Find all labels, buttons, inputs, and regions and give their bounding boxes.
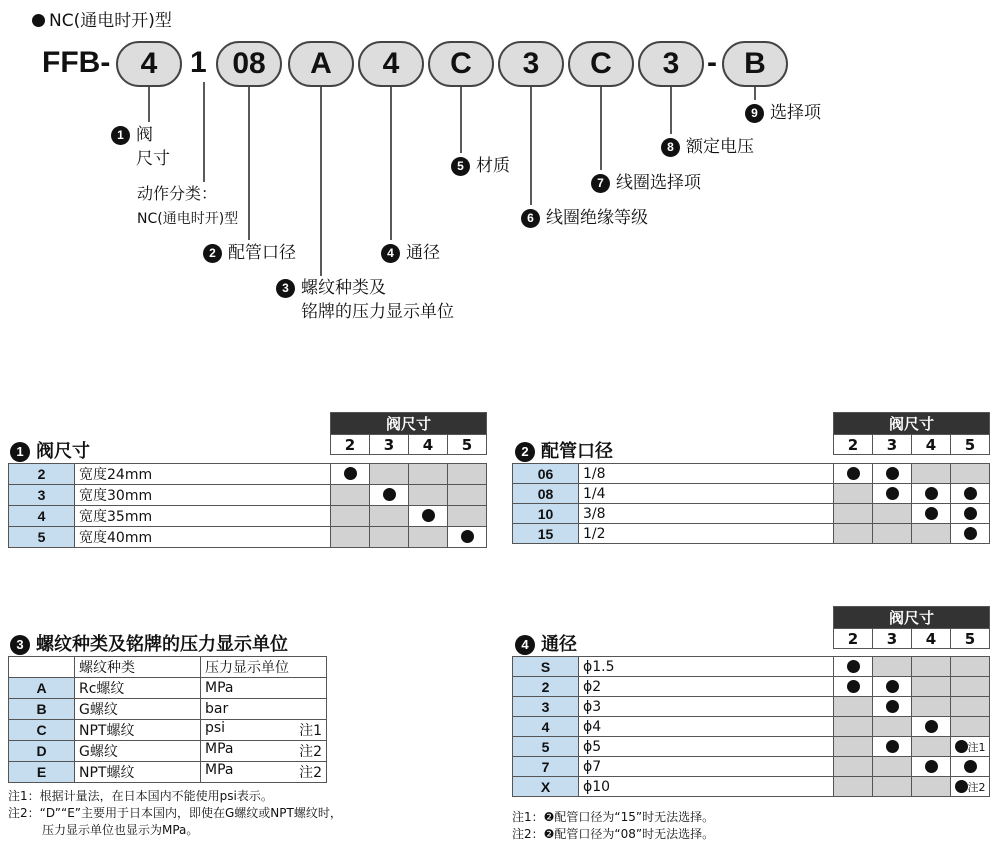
number-1-icon: 1 (111, 126, 130, 145)
unavailable-cell (370, 527, 409, 548)
unavailable-cell (873, 717, 912, 737)
available-cell (448, 527, 487, 548)
table-row (513, 484, 990, 504)
unavailable-cell (951, 677, 990, 697)
number-9-icon: 9 (745, 104, 764, 123)
row-code: 06 (513, 464, 579, 484)
available-dot-icon (964, 760, 977, 773)
label-action-type: 动作分类： NC(通电时开)型 (137, 184, 239, 227)
segment-1: 4 (116, 41, 182, 87)
table-row (513, 524, 990, 544)
table-row (513, 677, 990, 697)
note-1: 注1：根据计量法，在日本国内不能使用psi表示。 (8, 789, 273, 803)
label-material: 5 材质 (451, 154, 510, 178)
row-desc: ϕ4 (579, 717, 834, 737)
number-2-icon: 2 (203, 244, 222, 263)
row-code: 4 (9, 506, 75, 527)
header-thread: 螺纹种类 (75, 657, 201, 678)
table-row (9, 464, 487, 485)
available-cell (951, 777, 990, 797)
available-dot-icon (847, 660, 860, 673)
unavailable-cell (873, 757, 912, 777)
available-dot-icon (847, 680, 860, 693)
unavailable-cell (834, 697, 873, 717)
segment-7: 3 (498, 41, 564, 87)
unit-value: MPa (205, 762, 234, 778)
segment-2: 1 (190, 46, 207, 79)
row-code: S (513, 657, 579, 677)
table-row (513, 657, 990, 677)
available-dot-icon (964, 527, 977, 540)
available-cell (912, 757, 951, 777)
row-code: 4 (513, 717, 579, 737)
orifice-table (512, 656, 990, 797)
available-cell (951, 757, 990, 777)
row-thread: NPT螺纹 (75, 762, 201, 783)
number-2-icon: 2 (515, 442, 535, 462)
number-3-icon: 3 (10, 635, 30, 655)
row-thread: Rc螺纹 (75, 678, 201, 699)
table-row (9, 678, 327, 699)
table-row (513, 757, 990, 777)
table4-notes (512, 809, 714, 843)
table3-title: 3 螺纹种类及铭牌的压力显示单位 (10, 630, 288, 656)
col-header: 2 (331, 435, 370, 455)
row-desc: ϕ5 (579, 737, 834, 757)
row-thread: G螺纹 (75, 699, 201, 720)
segment-4: A (288, 41, 354, 87)
unit-note: 注2 (299, 744, 322, 760)
unavailable-cell (951, 657, 990, 677)
label-coil-option: 7 线圈选择项 (591, 171, 701, 195)
row-code: 3 (513, 697, 579, 717)
table-row (513, 697, 990, 717)
table-row (513, 777, 990, 797)
row-unit (201, 699, 327, 720)
unavailable-cell (912, 737, 951, 757)
number-7-icon: 7 (591, 174, 610, 193)
table-row (513, 464, 990, 484)
table-row (513, 717, 990, 737)
available-cell (409, 506, 448, 527)
table-row (9, 762, 327, 783)
unavailable-cell (448, 506, 487, 527)
unit-value: MPa (205, 741, 234, 757)
col-header: 4 (409, 435, 448, 455)
available-cell (834, 657, 873, 677)
unavailable-cell (912, 464, 951, 484)
unavailable-cell (873, 657, 912, 677)
col-header: 5 (951, 629, 990, 649)
available-cell (834, 677, 873, 697)
unavailable-cell (331, 485, 370, 506)
table-header-row (9, 657, 327, 678)
available-cell (912, 484, 951, 504)
segment-8: C (568, 41, 634, 87)
header-text: NC(通电时开)型 (49, 11, 172, 31)
available-cell (370, 485, 409, 506)
available-cell (912, 504, 951, 524)
available-cell (873, 737, 912, 757)
group-header: 阀尺寸 (834, 413, 990, 435)
unit-value: psi (205, 720, 226, 736)
row-desc: 宽度30mm (75, 485, 331, 506)
row-desc: ϕ10 (579, 777, 834, 797)
note-2-cont: 压力显示单位也显示为MPa。 (42, 823, 199, 837)
unavailable-cell (834, 737, 873, 757)
row-thread: NPT螺纹 (75, 720, 201, 741)
table-row (513, 504, 990, 524)
available-cell (834, 464, 873, 484)
available-dot-icon (422, 509, 435, 522)
available-dot-icon (925, 487, 938, 500)
unavailable-cell (409, 485, 448, 506)
label-coil-insulation: 6 线圈绝缘等级 (521, 206, 648, 230)
row-desc: 3/8 (579, 504, 834, 524)
unavailable-cell (409, 527, 448, 548)
available-dot-icon (847, 467, 860, 480)
unavailable-cell (912, 777, 951, 797)
row-code: 7 (513, 757, 579, 777)
group-header: 阀尺寸 (834, 607, 990, 629)
row-code: 5 (513, 737, 579, 757)
available-dot-icon (886, 487, 899, 500)
unavailable-cell (834, 777, 873, 797)
group-header: 阀尺寸 (331, 413, 487, 435)
unavailable-cell (448, 464, 487, 485)
available-dot-icon (886, 740, 899, 753)
col-header: 4 (912, 629, 951, 649)
available-dot-icon (886, 467, 899, 480)
table4-title: 4 通径 (515, 630, 577, 656)
row-desc: 宽度24mm (75, 464, 331, 485)
table-row (9, 699, 327, 720)
col-header: 3 (873, 629, 912, 649)
col-header: 3 (873, 435, 912, 455)
valve-size-table (8, 463, 487, 548)
note-2: 注2：“D”“E”主要用于日本国内，即使在G螺纹或NPT螺纹时， (8, 806, 342, 820)
col-header: 4 (912, 435, 951, 455)
label-orifice: 4 通径 (381, 241, 440, 265)
label-valve-size: 1 阀 尺寸 (111, 123, 170, 171)
unavailable-cell (912, 657, 951, 677)
unavailable-cell (370, 464, 409, 485)
row-thread: G螺纹 (75, 741, 201, 762)
col-header: 3 (370, 435, 409, 455)
note-2: 注2：❷配管口径为“08”时无法选择。 (512, 827, 715, 841)
available-dot-icon (955, 780, 968, 793)
row-code: 3 (9, 485, 75, 506)
available-cell (951, 504, 990, 524)
row-code: 10 (513, 504, 579, 524)
available-cell (873, 697, 912, 717)
table3-notes (8, 788, 342, 839)
note-1: 注1：❷配管口径为“15”时无法选择。 (512, 810, 715, 824)
row-unit (201, 720, 327, 741)
unavailable-cell (912, 677, 951, 697)
row-code: C (9, 720, 75, 741)
available-cell (873, 484, 912, 504)
unavailable-cell (331, 527, 370, 548)
row-code: D (9, 741, 75, 762)
available-cell (331, 464, 370, 485)
available-cell (873, 464, 912, 484)
unavailable-cell (951, 697, 990, 717)
row-code: 08 (513, 484, 579, 504)
table-row (9, 485, 487, 506)
available-dot-icon (383, 488, 396, 501)
table2-title: 2 配管口径 (515, 437, 613, 463)
segment-5: 4 (358, 41, 424, 87)
label-thread-type: 3 螺纹种类及 铭牌的压力显示单位 (276, 276, 454, 324)
row-desc: 宽度40mm (75, 527, 331, 548)
row-desc: ϕ7 (579, 757, 834, 777)
unavailable-cell (873, 504, 912, 524)
valve-size-header (330, 412, 487, 455)
label-options: 9 选择项 (745, 101, 821, 125)
segment-10: B (722, 41, 788, 87)
row-desc: ϕ2 (579, 677, 834, 697)
available-dot-icon (344, 467, 357, 480)
table-row (9, 741, 327, 762)
available-dot-icon (955, 740, 968, 753)
unit-note: 注1 (299, 723, 322, 739)
row-code: 15 (513, 524, 579, 544)
unavailable-cell (951, 717, 990, 737)
row-desc: 1/8 (579, 464, 834, 484)
unavailable-cell (873, 524, 912, 544)
header-blank (9, 657, 75, 678)
available-cell (912, 717, 951, 737)
number-1-icon: 1 (10, 442, 30, 462)
row-desc: 宽度35mm (75, 506, 331, 527)
available-cell (951, 484, 990, 504)
available-cell (951, 524, 990, 544)
unit-value: MPa (205, 680, 234, 696)
table-row (9, 527, 487, 548)
port-size-header (833, 412, 990, 455)
unavailable-cell (951, 464, 990, 484)
available-cell (951, 737, 990, 757)
table-row (9, 720, 327, 741)
available-dot-icon (886, 700, 899, 713)
available-dot-icon (925, 507, 938, 520)
dash-separator: - (707, 46, 717, 79)
col-header: 5 (951, 435, 990, 455)
unavailable-cell (912, 524, 951, 544)
available-dot-icon (925, 720, 938, 733)
unavailable-cell (912, 697, 951, 717)
available-dot-icon (964, 507, 977, 520)
model-prefix: FFB- (42, 46, 111, 79)
thread-type-table (8, 656, 327, 783)
number-5-icon: 5 (451, 157, 470, 176)
mark-note-text: 注2 (967, 780, 986, 794)
unit-note: 注2 (299, 765, 322, 781)
col-header: 2 (834, 629, 873, 649)
available-dot-icon (886, 680, 899, 693)
orifice-header (833, 606, 990, 649)
unavailable-cell (331, 506, 370, 527)
available-dot-icon (461, 530, 474, 543)
unit-value: bar (205, 701, 229, 717)
row-desc: ϕ1.5 (579, 657, 834, 677)
table-row (513, 737, 990, 757)
label-port-size: 2 配管口径 (203, 241, 296, 265)
table-row (9, 506, 487, 527)
row-unit (201, 741, 327, 762)
header-unit: 压力显示单位 (201, 657, 327, 678)
unavailable-cell (834, 757, 873, 777)
segment-9: 3 (638, 41, 704, 87)
row-code: X (513, 777, 579, 797)
available-dot-icon (925, 760, 938, 773)
number-8-icon: 8 (661, 138, 680, 157)
unavailable-cell (834, 717, 873, 737)
row-unit (201, 678, 327, 699)
row-desc: ϕ3 (579, 697, 834, 717)
row-code: B (9, 699, 75, 720)
segment-3: 08 (216, 41, 282, 87)
unavailable-cell (370, 506, 409, 527)
available-dot-icon (964, 487, 977, 500)
number-6-icon: 6 (521, 209, 540, 228)
unavailable-cell (873, 777, 912, 797)
port-size-table (512, 463, 990, 544)
number-3-icon: 3 (276, 279, 295, 298)
unavailable-cell (834, 504, 873, 524)
number-4-icon: 4 (381, 244, 400, 263)
row-code: 2 (9, 464, 75, 485)
available-cell (873, 677, 912, 697)
unavailable-cell (409, 464, 448, 485)
mark-note-text: 注1 (967, 740, 986, 754)
table1-title: 1 阀尺寸 (10, 437, 90, 463)
row-unit (201, 762, 327, 783)
col-header: 5 (448, 435, 487, 455)
unavailable-cell (448, 485, 487, 506)
row-desc: 1/4 (579, 484, 834, 504)
segment-6: C (428, 41, 494, 87)
number-4-icon: 4 (515, 635, 535, 655)
unavailable-cell (834, 484, 873, 504)
col-header: 2 (834, 435, 873, 455)
row-code: A (9, 678, 75, 699)
unavailable-cell (834, 524, 873, 544)
row-code: 5 (9, 527, 75, 548)
row-code: 2 (513, 677, 579, 697)
row-desc: 1/2 (579, 524, 834, 544)
row-code: E (9, 762, 75, 783)
label-rated-voltage: 8 额定电压 (661, 135, 754, 159)
